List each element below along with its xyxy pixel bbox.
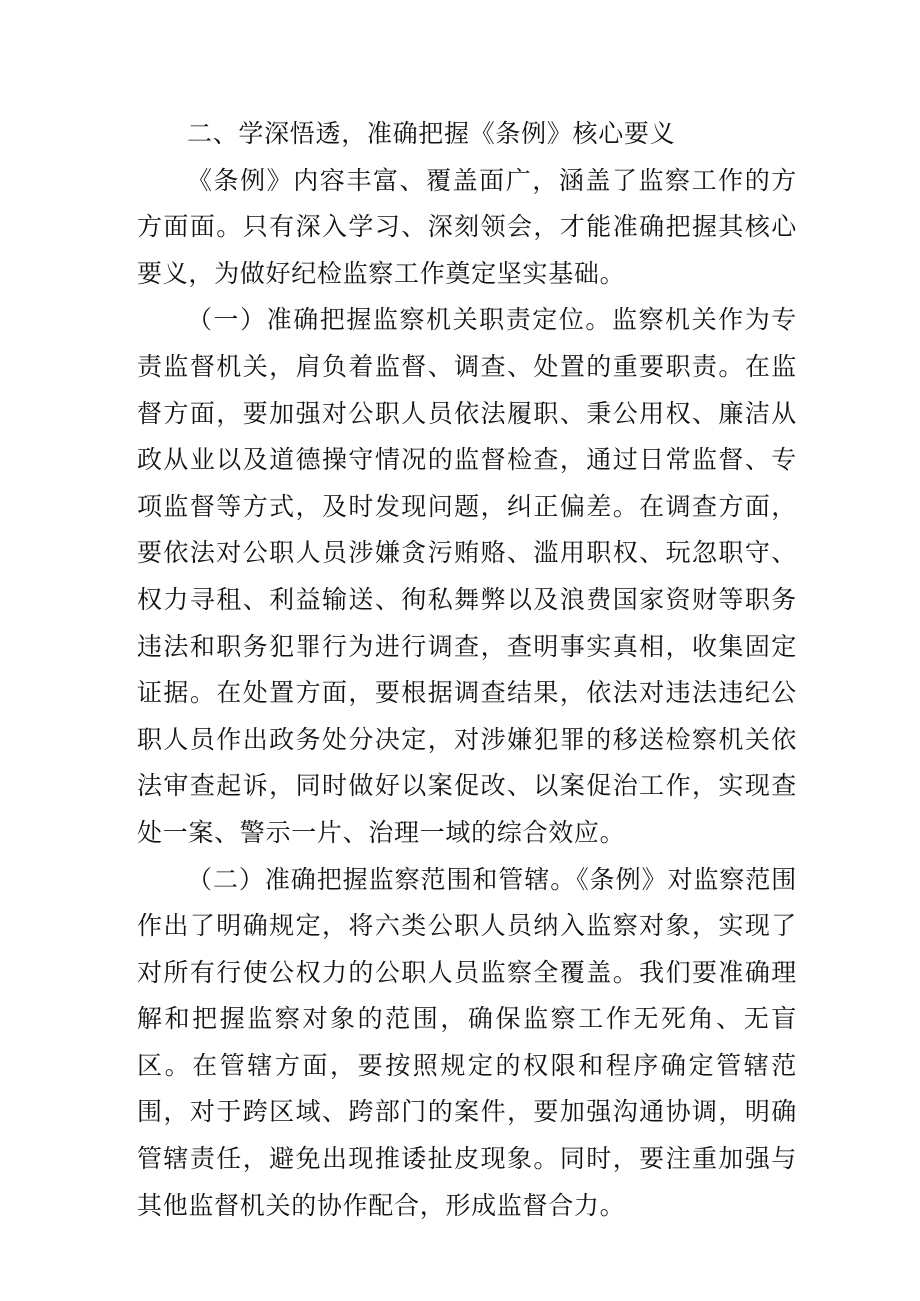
document-body	[137, 111, 797, 1229]
paragraph-intro: 《条例》内容丰富、覆盖面广，涵盖了监察工作的方方面面。只有深入学习、深刻领会，才能准确把握其核心要义，为做好纪检监察工作奠定坚实基础。	[137, 165, 797, 288]
paragraph-scope: （二）准确把握监察范围和管辖。《条例》对监察范围作出了明确规定，将六类公职人员纳入监察对象，实现了对所有行使公权力的公职人员监察全覆盖。我们要准确理解和把握监察对象的范围，确保监察工作无死角、无盲区。在管辖方面，要按照规定的权限和程序确定管辖范围，对于跨区域、跨部门的案件，要加强沟通协调，明确管辖责任，避免出现推诿扯皮现象。同时，要注重加强与其他监督机关的协作配合，形成监督合力。	[137, 864, 797, 1220]
paragraph-duties: （一）准确把握监察机关职责定位。监察机关作为专责监督机关，肩负着监督、调查、处置的重要职责。在监督方面，要加强对公职人员依法履职、秉公用权、廉洁从政从业以及道德操守情况的监督检查，通过日常监督、专项监督等方式，及时发现问题，纠正偏差。在调查方面，要依法对公职人员涉嫌贪污贿赂、滥用职权、玩忽职守、权力寻租、利益输送、徇私舞弊以及浪费国家资财等职务违法和职务犯罪行为进行调查，查明事实真相，收集固定证据。在处置方面，要根据调查结果，依法对违法违纪公职人员作出政务处分决定，对涉嫌犯罪的移送检察机关依法审查起诉，同时做好以案促改、以案促治工作，实现查处一案、警示一片、治理一域的综合效应。	[137, 305, 797, 847]
section-heading: 二、学深悟透，准确把握《条例》核心要义	[187, 119, 676, 148]
